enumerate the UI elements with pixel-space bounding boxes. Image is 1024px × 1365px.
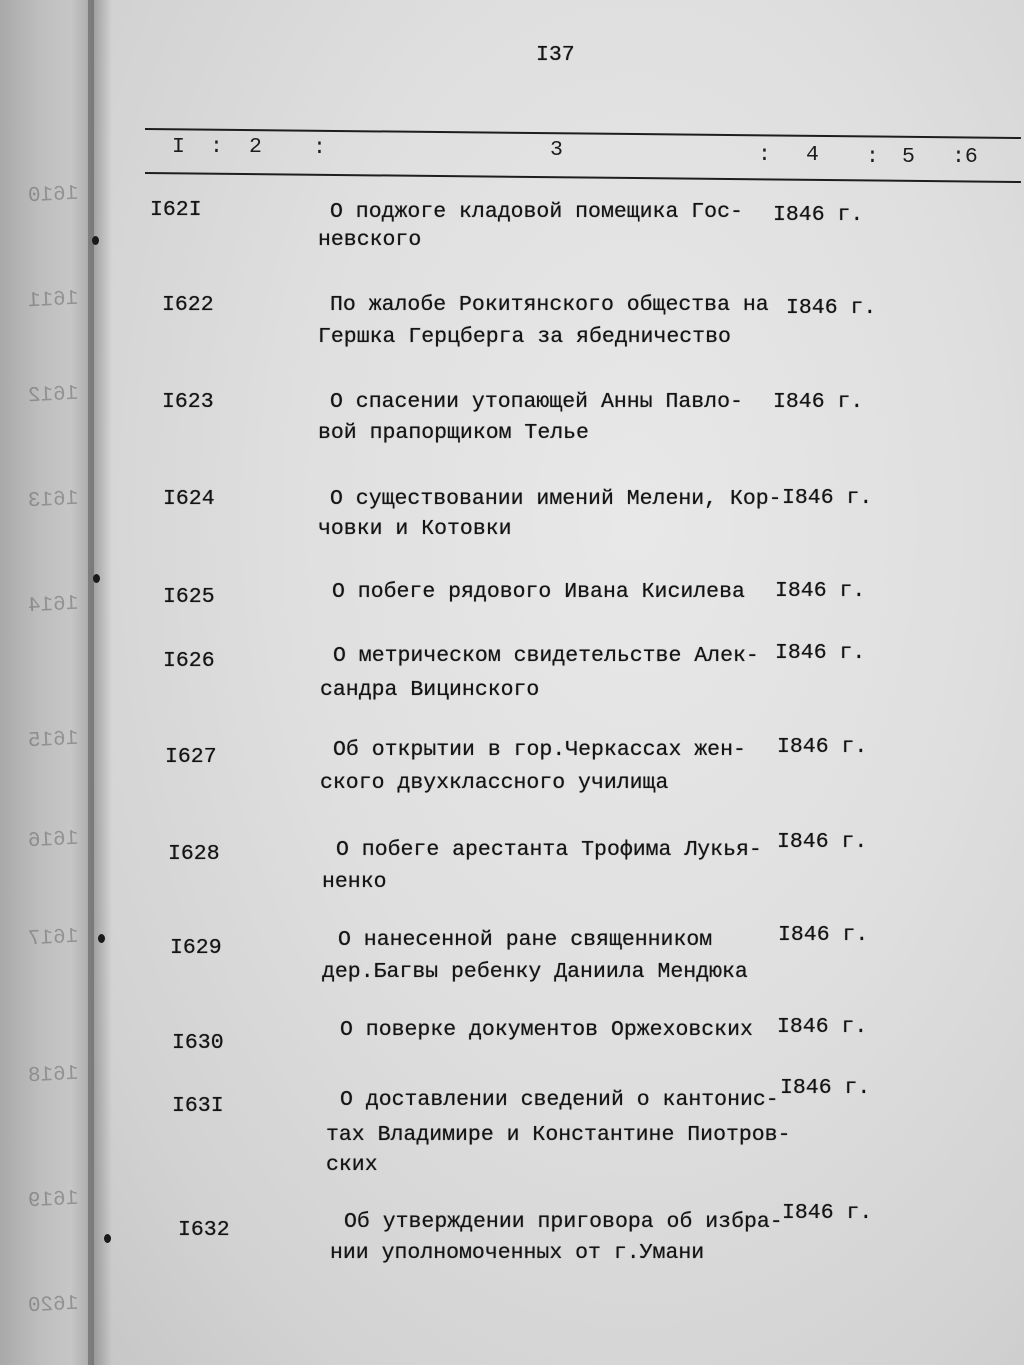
entry-number: I62I xyxy=(150,198,202,222)
column-header-cell: 4 xyxy=(806,143,819,167)
entry-title-line: О побеге арестанта Трофима Лукья- xyxy=(336,838,762,862)
column-header-cell: 2 xyxy=(249,135,262,159)
entry-number: I624 xyxy=(163,487,215,511)
entry-title-line: О существовании имений Мелени, Кор- xyxy=(330,487,782,511)
entry-title-line: О метрическом свидетельстве Алек- xyxy=(333,644,759,668)
entry-date: I846 г. xyxy=(775,579,866,603)
entry-number: I630 xyxy=(172,1031,224,1055)
entry-title-line: Об утверждении приговора об избра- xyxy=(344,1210,783,1234)
entry-number: I63I xyxy=(172,1094,224,1118)
entry-number: I632 xyxy=(178,1218,230,1242)
entry-date: I846 г. xyxy=(786,296,877,320)
entry-date: I846 г. xyxy=(775,641,866,665)
entry-title-line: О поджоге кладовой помещика Гос- xyxy=(330,200,743,224)
entry-date: I846 г. xyxy=(777,735,868,759)
entry-title-line: О спасении утопающей Анны Павло- xyxy=(330,390,743,414)
entry-title-line: О доставлении сведений о кантонис- xyxy=(340,1088,779,1112)
column-header-cell: I xyxy=(172,135,185,159)
entry-title-line: тах Владимире и Константине Пиотров- xyxy=(326,1123,791,1147)
entry-date: I846 г. xyxy=(777,830,868,854)
entry-date: I846 г. xyxy=(780,1076,871,1100)
spine-shadow xyxy=(88,0,112,1365)
column-header-separator: : xyxy=(313,136,326,160)
entry-number: I623 xyxy=(162,390,214,414)
entry-title-line: По жалобе Рокитянского общества на xyxy=(330,293,769,317)
entry-title-line: ненко xyxy=(322,870,387,894)
entry-number: I626 xyxy=(163,649,215,673)
adjacent-page-number: 1615 xyxy=(27,727,79,754)
entry-title-line: вой прапорщиком Телье xyxy=(318,421,589,445)
entry-date: I846 г. xyxy=(778,923,869,947)
entry-date: I846 г. xyxy=(782,486,873,510)
entry-title-line: Гершка Герцберга за ябедничество xyxy=(318,325,731,349)
column-header-separator: : xyxy=(210,135,223,159)
column-header-cell: 3 xyxy=(550,138,563,162)
entry-date: I846 г. xyxy=(782,1201,873,1225)
entry-number: I628 xyxy=(168,842,220,866)
entry-number: I625 xyxy=(163,585,215,609)
entry-title-line: ского двухклассного училища xyxy=(320,771,669,795)
entry-title-line: О нанесенной ране священником xyxy=(338,928,713,952)
adjacent-page-number: 1618 xyxy=(27,1062,79,1089)
punch-mark xyxy=(104,1234,111,1243)
entry-title-line: ских xyxy=(326,1153,378,1177)
adjacent-page-number: 1613 xyxy=(27,487,79,514)
adjacent-page-number: 1617 xyxy=(27,925,79,952)
adjacent-page-number: 1610 xyxy=(27,182,79,209)
entry-number: I627 xyxy=(165,745,217,769)
column-header-cell: :6 xyxy=(952,145,978,169)
page-number: I37 xyxy=(536,43,575,67)
entry-title-line: човки и Котовки xyxy=(318,517,512,541)
adjacent-page-number: 1620 xyxy=(27,1292,79,1319)
entry-number: I622 xyxy=(162,293,214,317)
punch-mark xyxy=(92,236,99,245)
entry-date: I846 г. xyxy=(773,390,864,414)
entry-date: I846 г. xyxy=(777,1015,868,1039)
column-header-separator: : xyxy=(758,143,771,167)
entry-title-line: сандра Вицинского xyxy=(320,678,540,702)
entry-title-line: дер.Багвы ребенку Даниила Мендюка xyxy=(322,960,748,984)
adjacent-page-number: 1611 xyxy=(27,287,79,314)
entry-number: I629 xyxy=(170,936,222,960)
entry-title-line: О побеге рядового Ивана Кисилева xyxy=(332,580,745,604)
entry-title-line: нии уполномоченных от г.Умани xyxy=(330,1241,705,1265)
column-header-cell: 5 xyxy=(902,145,915,169)
adjacent-page-edge xyxy=(0,0,94,1365)
entry-title-line: невского xyxy=(318,228,422,252)
entry-title-line: Об открытии в гор.Черкассах жен- xyxy=(333,738,746,762)
adjacent-page-number: 1619 xyxy=(27,1187,79,1214)
entry-title-line: О поверке документов Оржеховских xyxy=(340,1018,753,1042)
adjacent-page-number: 1616 xyxy=(27,827,79,854)
punch-mark xyxy=(93,574,100,583)
entry-date: I846 г. xyxy=(773,203,864,227)
adjacent-page-number: 1612 xyxy=(27,382,79,409)
column-header-separator: : xyxy=(866,145,879,169)
punch-mark xyxy=(98,934,105,943)
adjacent-page-number: 1614 xyxy=(27,592,79,619)
